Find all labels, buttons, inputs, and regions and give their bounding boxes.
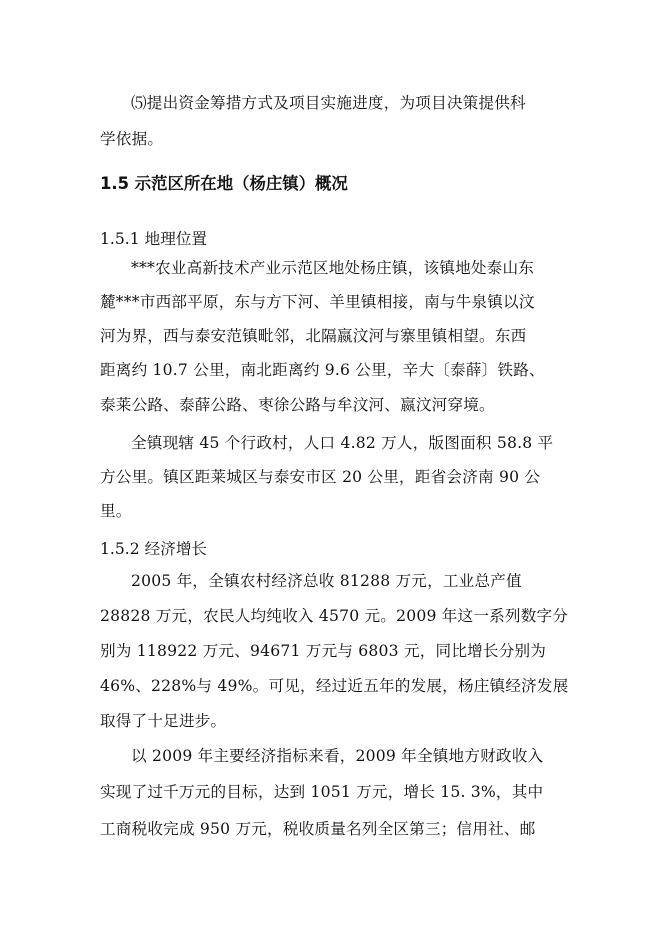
intro-line-1: ⑸提出资金筹措方式及项目实施进度，为项目决策提供科 <box>131 94 526 112</box>
geo-p1-line-5: 泰莱公路、泰薛公路、枣徐公路与牟汶河、嬴汶河穿境。 <box>100 396 495 414</box>
econ-p1-line-5: 取得了十足进步。 <box>100 712 227 730</box>
geo-p2-line-3: 里。 <box>100 502 132 520</box>
geo-p2-line-1: 全镇现辖 45 个行政村，人口 4.82 万人，版图面积 58.8 平 <box>131 434 554 452</box>
geo-p2-line-2: 方公里。镇区距莱城区与泰安市区 20 公里，距省会济南 90 公 <box>100 468 541 486</box>
econ-p2-line-3: 工商税收完成 950 万元，税收质量名列全区第三；信用社、邮 <box>100 820 536 838</box>
geo-p1-line-2: 麓***市西部平原，东与方下河、羊里镇相接，南与牛泉镇以汶 <box>100 293 535 311</box>
econ-p1-line-1: 2005 年，全镇农村经济总收 81288 万元，工业总产值 <box>131 572 522 590</box>
econ-p2-line-2: 实现了过千万元的目标，达到 1051 万元，增长 15. 3%，其中 <box>100 783 544 801</box>
section-heading: 1.5 示范区所在地（杨庄镇）概况 <box>100 174 348 193</box>
econ-p1-line-3: 别为 118922 万元、94671 万元与 6803 元，同比增长分别为 <box>100 642 547 660</box>
econ-p1-line-2: 28828 万元，农民人均纯收入 4570 元。2009 年这一系列数字分 <box>100 607 569 625</box>
geo-p1-line-4: 距离约 10.7 公里，南北距离约 9.6 公里，辛大〔泰薛〕铁路、 <box>100 361 545 379</box>
subheading-economy: 1.5.2 经济增长 <box>100 540 208 558</box>
geo-p1-line-1: ***农业高新技术产业示范区地处杨庄镇，该镇地处泰山东 <box>131 259 535 277</box>
geo-p1-line-3: 河为界，西与泰安范镇毗邻，北隔嬴汶河与寨里镇相望。东西 <box>100 327 527 345</box>
subheading-geography: 1.5.1 地理位置 <box>100 230 208 248</box>
econ-p1-line-4: 46%、228%与 49%。可见，经过近五年的发展，杨庄镇经济发展 <box>100 677 569 695</box>
econ-p2-line-1: 以 2009 年主要经济指标来看，2009 年全镇地方财政收入 <box>131 747 544 765</box>
intro-line-2: 学依据。 <box>100 130 164 148</box>
